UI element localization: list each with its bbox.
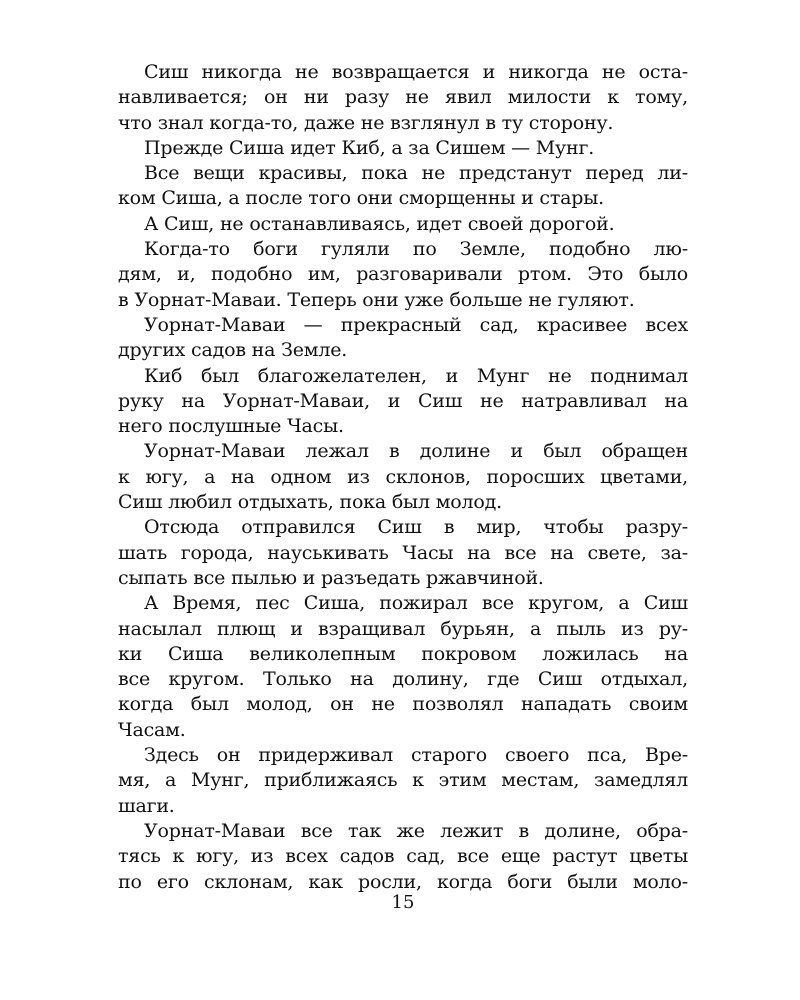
paragraph-1 [118, 60, 688, 136]
paragraph-6 [118, 313, 688, 364]
text-line: шаги. [118, 794, 175, 817]
text-line: Когда-то боги гуляли по Земле, подобно лю- [144, 238, 688, 261]
text-line: А Время, пес Сиша, пожирал все кругом, а Сиш [144, 592, 688, 615]
text-line: ком Сиша, а после того они сморщенны и стары. [118, 187, 604, 210]
text-line: Отсюда отправился Сиш в мир, чтобы разру- [144, 516, 688, 539]
paragraph-7 [118, 364, 688, 440]
text-line: тясь к югу, из всех садов сад, все еще растут цветы [118, 845, 688, 868]
text-line: мя, а Мунг, приближаясь к этим местам, замедлял [118, 769, 688, 792]
text-line: все кругом. Только на долину, где Сиш отдыхал, [118, 668, 688, 691]
text-line: навливается; он ни разу не явил милости к тому, [118, 86, 688, 109]
body-text [118, 60, 688, 895]
text-line: к югу, а на одном из склонов, поросших цветами, [118, 465, 688, 488]
text-line: А Сиш, не останавливаясь, идет своей дорогой. [144, 212, 615, 235]
page-number: 15 [391, 892, 415, 913]
text-line: когда был молод, он не позволял нападать своим [118, 693, 688, 716]
text-line: Часам. [118, 718, 186, 741]
paragraph-12 [118, 819, 688, 895]
paragraph-3 [118, 161, 688, 212]
paragraph-9 [118, 515, 688, 591]
text-line: Сиш любил отдыхать, пока был молод. [118, 491, 502, 514]
text-line: в Уорнат-Маваи. Теперь они уже больше не гуляют. [118, 288, 635, 311]
text-line: Прежде Сиша идет Киб, а за Сишем — Мунг. [144, 136, 595, 159]
text-line: дям, и, подобно им, разговаривали ртом. Это было [118, 263, 688, 286]
text-line: Уорнат-Маваи — прекрасный сад, красивее всех [144, 313, 688, 336]
text-line: Киб был благожелателен, и Мунг не поднимал [144, 364, 688, 387]
paragraph-11 [118, 743, 688, 819]
text-line: по его склонам, как росли, когда боги были моло- [118, 870, 688, 893]
text-line: Здесь он придерживал старого своего пса, Вре- [144, 744, 688, 767]
text-line: руку на Уорнат-Маваи, и Сиш не натравливал на [118, 389, 688, 412]
text-line: Уорнат-Маваи лежал в долине и был обращен [144, 440, 688, 463]
text-line: него послушные Часы. [118, 415, 344, 438]
paragraph-10 [118, 591, 688, 743]
paragraph-8 [118, 439, 688, 515]
paragraph-2 [118, 136, 688, 161]
text-line: других садов на Земле. [118, 339, 348, 362]
paragraph-4 [118, 212, 688, 237]
paragraph-5 [118, 237, 688, 313]
book-page [118, 60, 688, 960]
text-line: ки Сиша великолепным покровом ложилась на [118, 642, 688, 665]
text-line: шать города, науськивать Часы на все на свете, за- [118, 541, 688, 564]
text-line: Сиш никогда не возвращается и никогда не оста- [144, 61, 688, 83]
text-line: Все вещи красивы, пока не предстанут перед ли- [144, 162, 688, 185]
text-line: насылал плющ и взращивал бурьян, а пыль из ру- [118, 617, 688, 640]
text-line: что знал когда-то, даже не взглянул в ту сторону. [118, 111, 614, 134]
text-line: Уорнат-Маваи все так же лежит в долине, обра- [144, 819, 688, 842]
text-line: сыпать все пылью и разъедать ржавчиной. [118, 566, 544, 589]
